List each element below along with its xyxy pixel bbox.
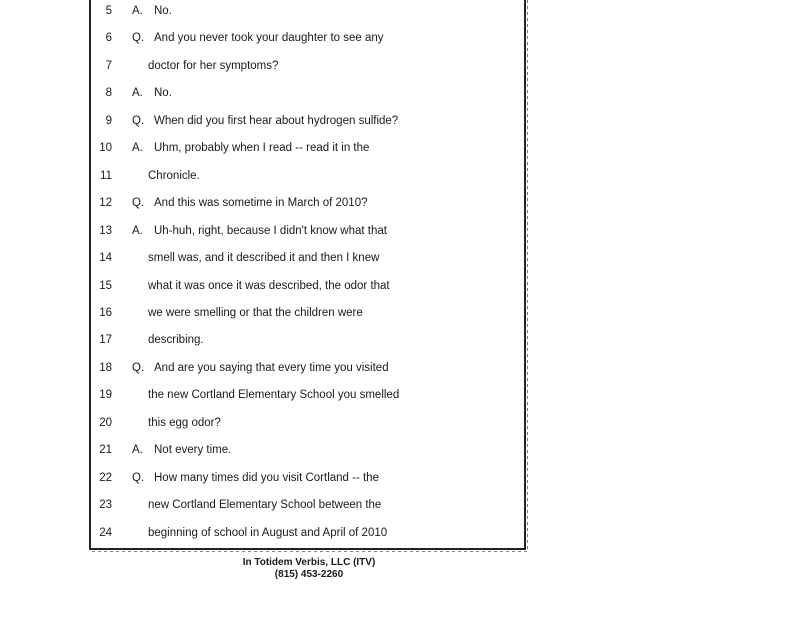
line-number: 7 [105,59,112,72]
line-number: 21 [99,444,112,457]
transcript-line [0,468,520,488]
transcript-line [0,523,520,543]
line-number: 15 [99,279,112,292]
speaker-label: Q. [132,361,145,374]
line-text: Uhm, probably when I read -- read it in the [154,142,370,155]
transcript-line [0,111,520,131]
speaker-label: Q. [132,471,145,484]
transcript-line [0,28,520,48]
line-number: 9 [105,114,112,127]
line-number: 20 [99,416,112,429]
line-text: No. [154,87,172,100]
line-text: what it was once it was described, the odor that [148,279,390,292]
line-number: 22 [99,471,112,484]
speaker-label: A. [132,87,143,100]
transcript-line [0,138,520,158]
line-text: describing. [148,334,204,347]
speaker-label: Q. [132,197,145,210]
transcript-line [0,248,520,268]
line-number: 17 [99,334,112,347]
transcript-line [0,330,520,350]
transcript-line [0,193,520,213]
line-text: How many times did you visit Cortland -- the [154,471,379,484]
speaker-label: Q. [132,114,145,127]
transcript-line [0,303,520,323]
line-number: 24 [99,526,112,539]
transcript-line [0,358,520,378]
line-number: 12 [99,197,112,210]
speaker-label: Q. [132,32,145,45]
speaker-label: A. [132,142,143,155]
page-border-bottom-shadow [92,551,528,552]
line-text: When did you first hear about hydrogen sulfide? [154,114,399,127]
speaker-label: A. [132,444,143,457]
line-number: 8 [105,87,112,100]
line-text: beginning of school in August and April of 2010 [148,526,388,539]
transcript-line [0,440,520,460]
transcript-line [0,385,520,405]
line-text: new Cortland Elementary School between the [148,499,382,512]
speaker-label: A. [132,224,143,237]
line-text: we were smelling or that the children were [148,306,363,319]
line-text: And this was sometime in March of 2010? [154,197,368,210]
line-number: 6 [105,32,112,45]
line-number: 11 [100,169,112,182]
footer-company: In Totidem Verbis, LLC (ITV) [242,557,376,568]
line-text: And are you saying that every time you visited [154,361,389,374]
line-number: 23 [99,499,112,512]
line-number: 16 [99,306,112,319]
line-text: the new Cortland Elementary School you smelled [148,389,400,402]
speaker-label: A. [132,5,143,17]
line-text: doctor for her symptoms? [148,59,279,72]
line-text: this egg odor? [148,416,221,429]
line-number: 14 [99,252,112,265]
transcript-line [0,166,520,186]
page-border-bottom [89,548,526,550]
transcript-line [0,1,520,21]
transcript-line [0,413,520,433]
transcript-line [0,276,520,296]
line-number: 13 [99,224,112,237]
line-text: smell was, and it described it and then I knew [148,252,380,265]
page-border-right-shadow [527,0,528,552]
page-border-right [524,0,526,550]
line-text: Not every time. [154,444,232,457]
transcript-line [0,56,520,76]
line-text: And you never took your daughter to see any [154,32,384,45]
transcript-line [0,221,520,241]
line-number: 19 [99,389,112,402]
footer-phone: (815) 453-2260 [274,569,344,580]
line-number: 10 [99,142,112,155]
line-text: Chronicle. [148,169,200,182]
line-number: 18 [99,361,112,374]
line-number: 5 [105,5,112,17]
line-text: No. [154,5,172,17]
line-text: Uh-huh, right, because I didn't know what that [154,224,387,237]
transcript-line [0,83,520,103]
transcript-line [0,495,520,515]
